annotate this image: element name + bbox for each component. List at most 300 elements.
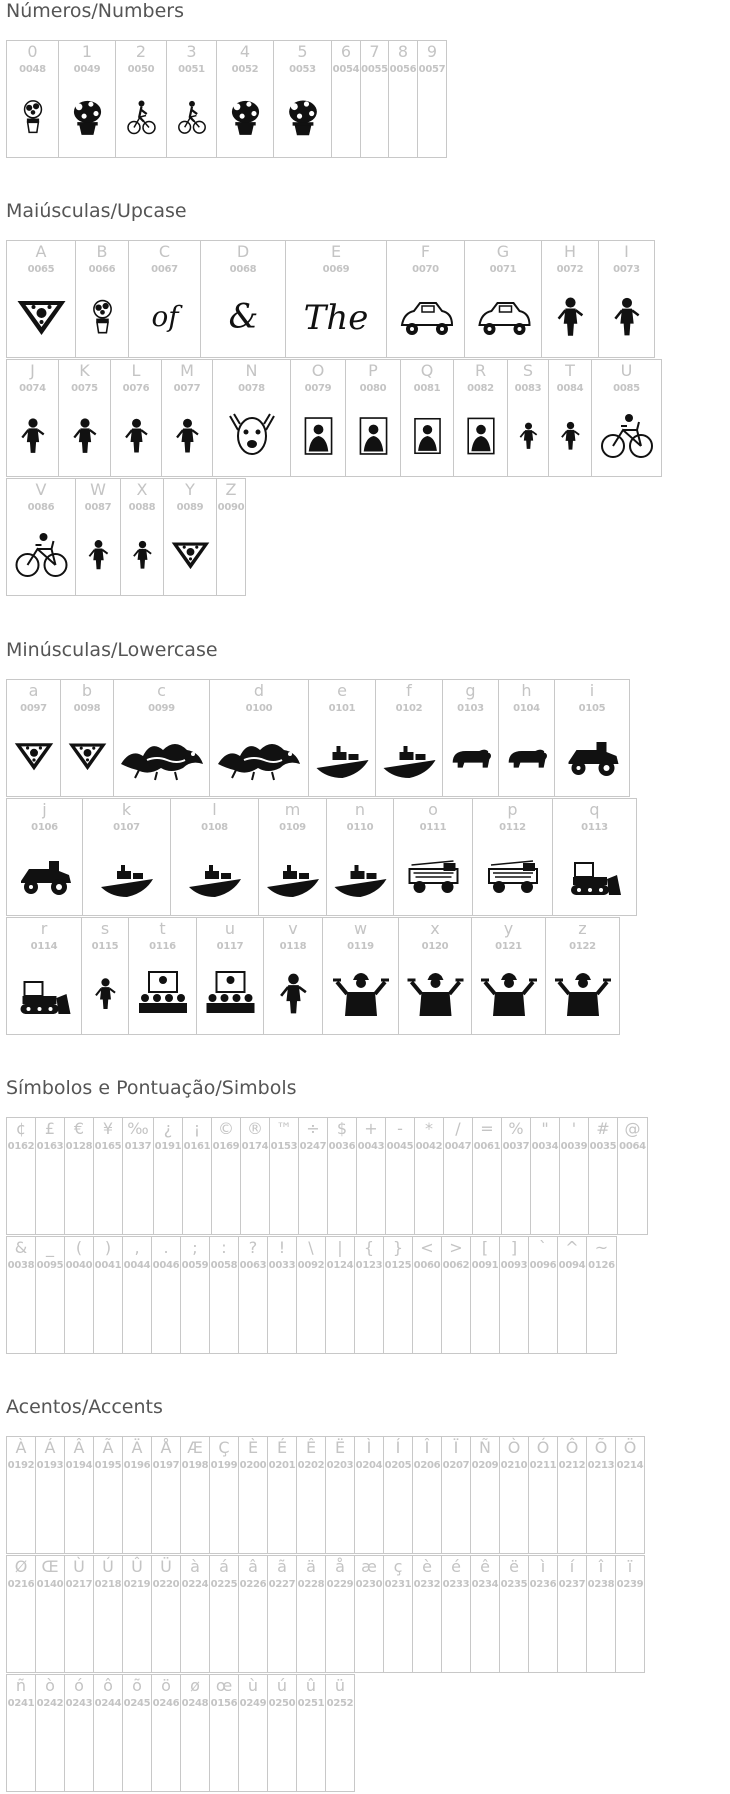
character-code: 0198 <box>181 1460 209 1471</box>
character-code: 0174 <box>241 1141 269 1152</box>
glyph-cell <box>554 679 630 797</box>
glyph-cell <box>6 359 59 477</box>
character-label: & <box>14 1238 28 1257</box>
figure-icon <box>551 408 589 464</box>
character-label: Å <box>160 1438 172 1457</box>
character-label: U <box>620 361 633 380</box>
character-label: è <box>422 1557 432 1576</box>
glyph-cell <box>412 1555 442 1673</box>
character-code: 0115 <box>91 941 119 952</box>
character-code: 0225 <box>210 1579 238 1590</box>
character-code: 0199 <box>210 1460 238 1471</box>
figure-icon <box>61 408 108 464</box>
character-code: 0203 <box>326 1460 354 1471</box>
character-code: 0209 <box>471 1460 499 1471</box>
glyph-cell <box>393 798 473 916</box>
framed-portrait-icon <box>403 408 451 464</box>
character-label: É <box>276 1438 288 1457</box>
glyph-cell <box>586 1236 617 1354</box>
character-code: 0075 <box>71 383 98 394</box>
glyph-cell <box>472 1117 502 1235</box>
character-code: 0071 <box>489 264 517 275</box>
glyph-cell <box>6 1674 36 1792</box>
character-label: q <box>589 800 600 819</box>
character-label: Ë <box>334 1438 346 1457</box>
character-label: ä <box>306 1557 316 1576</box>
character-code: 0220 <box>152 1579 180 1590</box>
ship-icon <box>378 728 440 784</box>
character-label: f <box>406 681 412 700</box>
character-code: 0110 <box>346 822 374 833</box>
character-code: 0211 <box>529 1460 557 1471</box>
character-code: 0063 <box>239 1260 267 1271</box>
glyph-cell <box>383 1436 413 1554</box>
bicycle-icon <box>594 408 659 464</box>
character-label: Œ <box>41 1557 59 1576</box>
glyph-cell <box>211 1117 241 1235</box>
flower-bush-icon <box>276 89 329 145</box>
cyclist-icon <box>169 89 214 145</box>
character-code: 0072 <box>556 264 584 275</box>
character-label: Q <box>420 361 434 380</box>
character-code: 0035 <box>589 1141 617 1152</box>
character-code: 0239 <box>616 1579 644 1590</box>
character-label: x <box>430 919 440 938</box>
glyph-cell <box>386 240 465 358</box>
glyph-cell <box>443 1117 473 1235</box>
character-label: ! <box>278 1238 286 1257</box>
glyph-cell <box>35 1555 65 1673</box>
character-code: 0117 <box>216 941 244 952</box>
worker-icon <box>325 966 396 1022</box>
character-code: 0229 <box>326 1579 354 1590</box>
character-code: 0103 <box>457 703 484 714</box>
glyph-cell <box>6 1117 36 1235</box>
glyph-cell <box>81 917 129 1035</box>
glyph-cell <box>153 1117 183 1235</box>
character-label: k <box>121 800 132 819</box>
character-code: 0232 <box>413 1579 441 1590</box>
ship-icon <box>311 728 373 784</box>
glyph-cell <box>298 1117 328 1235</box>
glyph-cell <box>441 1555 471 1673</box>
glyph-cell <box>122 1555 152 1673</box>
character-label: ú <box>276 1676 288 1695</box>
character-label: û <box>305 1676 317 1695</box>
glyph-cell <box>557 1555 587 1673</box>
dragon-icon <box>212 728 306 784</box>
glyph-cell <box>296 1236 326 1354</box>
glyph-cell <box>470 1555 500 1673</box>
character-label: Û <box>131 1557 143 1576</box>
glyph-cell <box>6 1436 36 1554</box>
character-code: 0090 <box>217 502 245 513</box>
glyph-cell <box>290 359 346 477</box>
character-label: 8 <box>397 42 409 61</box>
glyph-cell <box>64 1436 94 1554</box>
character-code: 0212 <box>558 1460 586 1471</box>
character-code: 0051 <box>178 64 205 75</box>
character-label: L <box>131 361 141 380</box>
character-code: 0036 <box>328 1141 356 1152</box>
character-code: 0244 <box>94 1698 122 1709</box>
glyph-cell <box>209 1674 239 1792</box>
character-label: i <box>589 681 595 700</box>
character-label: Ü <box>160 1557 172 1576</box>
character-code: 0216 <box>7 1579 35 1590</box>
glyph-cell <box>345 359 401 477</box>
glyph-cell <box>354 1436 384 1554</box>
glyph-cell <box>122 1674 152 1792</box>
glyph-cell <box>113 679 210 797</box>
character-label: £ <box>44 1119 56 1138</box>
glyph-cell <box>548 359 592 477</box>
character-label: # <box>596 1119 610 1138</box>
figure-icon <box>164 408 210 464</box>
character-code: 0247 <box>299 1141 327 1152</box>
glyph-cell <box>591 359 662 477</box>
glyph-cell <box>470 1436 500 1554</box>
glyph-cell <box>453 359 508 477</box>
character-label: ¥ <box>102 1119 114 1138</box>
character-code: 0233 <box>442 1579 470 1590</box>
glyph-cell <box>122 1236 152 1354</box>
glyph-cell <box>398 917 472 1035</box>
character-label: À <box>15 1438 27 1457</box>
character-label: > <box>449 1238 463 1257</box>
character-code: 0057 <box>418 64 446 75</box>
character-code: 0069 <box>322 264 350 275</box>
face-icon <box>215 408 288 464</box>
character-label: v <box>288 919 298 938</box>
character-code: 0242 <box>36 1698 64 1709</box>
glyph-cell <box>322 917 399 1035</box>
character-label: O <box>311 361 325 380</box>
character-code: 0088 <box>128 502 156 513</box>
character-label: S <box>522 361 534 380</box>
character-code: 0140 <box>36 1579 64 1590</box>
character-label: V <box>35 480 47 499</box>
character-code: 0047 <box>444 1141 472 1152</box>
character-code: 0040 <box>65 1260 93 1271</box>
character-label: j <box>42 800 47 819</box>
character-code: 0079 <box>304 383 332 394</box>
character-label: Î <box>424 1438 430 1457</box>
glyph-cell <box>115 40 167 158</box>
worker-icon <box>401 966 469 1022</box>
character-code: 0109 <box>279 822 306 833</box>
glyph-cell <box>110 359 162 477</box>
glyph-cell <box>209 1436 239 1554</box>
character-code: 0111 <box>419 822 447 833</box>
glyph-cell <box>375 679 443 797</box>
glyph-cell <box>617 1117 648 1235</box>
plant-pot-icon <box>9 89 56 145</box>
character-label: @ <box>624 1119 641 1138</box>
glyph-cell <box>598 240 655 358</box>
character-code: 0192 <box>7 1460 35 1471</box>
character-label: % <box>508 1119 524 1138</box>
character-code: 0048 <box>19 64 46 75</box>
character-label: | <box>337 1238 343 1257</box>
character-code: 0241 <box>7 1698 35 1709</box>
glyph-cell <box>442 679 499 797</box>
bulldozer-icon <box>9 966 79 1022</box>
glyph-cell <box>325 1436 355 1554</box>
figure-icon <box>84 966 126 1022</box>
character-code: 0228 <box>297 1579 325 1590</box>
glyph-cell <box>6 40 59 158</box>
figure-icon <box>601 289 652 345</box>
character-code: 0085 <box>613 383 640 394</box>
character-code: 0081 <box>413 383 441 394</box>
character-code: 0107 <box>113 822 140 833</box>
glyph-cell <box>296 1436 326 1554</box>
character-label: [ <box>481 1238 489 1257</box>
character-label: Á <box>44 1438 56 1457</box>
character-code: 0093 <box>500 1260 528 1271</box>
character-code: 0078 <box>238 383 265 394</box>
character-label: Ç <box>218 1438 230 1457</box>
character-label: Ä <box>131 1438 143 1457</box>
character-code: 0068 <box>229 264 257 275</box>
glyph-cell <box>238 1674 268 1792</box>
glyph-cell <box>6 1236 36 1354</box>
glyph-cell <box>170 798 259 916</box>
character-label: b <box>81 681 93 700</box>
character-label: e <box>337 681 347 700</box>
svg-text:of: of <box>150 299 179 333</box>
glyph-cell <box>120 478 164 596</box>
character-label: h <box>521 681 532 700</box>
character-label: í <box>569 1557 575 1576</box>
glyph-cell <box>331 40 361 158</box>
character-code: 0227 <box>268 1579 296 1590</box>
character-label: * <box>425 1119 433 1138</box>
character-code: 0191 <box>154 1141 182 1152</box>
glyph-cell <box>325 1236 355 1354</box>
character-label: I <box>624 242 629 261</box>
character-label: Ó <box>536 1438 550 1457</box>
flower-bush-icon <box>219 89 271 145</box>
character-code: 0201 <box>268 1460 296 1471</box>
character-label: õ <box>132 1676 142 1695</box>
character-label: : <box>221 1238 227 1257</box>
character-label: y <box>503 919 514 938</box>
character-label: Ö <box>623 1438 637 1457</box>
character-label: Ì <box>366 1438 372 1457</box>
character-code: 0098 <box>73 703 101 714</box>
character-code: 0210 <box>500 1460 528 1471</box>
character-label: u <box>224 919 236 938</box>
character-code: 0243 <box>65 1698 93 1709</box>
character-code: 0252 <box>326 1698 354 1709</box>
glyph-cell <box>209 1236 239 1354</box>
glyph-cell <box>64 1555 94 1673</box>
character-label: ` <box>539 1238 547 1257</box>
glyph-cell <box>6 478 76 596</box>
glyph-cell <box>196 917 264 1035</box>
character-code: 0245 <box>123 1698 151 1709</box>
dragon-icon <box>116 728 207 784</box>
character-label: l <box>212 800 217 819</box>
character-label: 7 <box>369 42 380 61</box>
tractor-icon <box>9 847 80 903</box>
character-code: 0194 <box>65 1460 93 1471</box>
glyph-cell <box>296 1555 326 1673</box>
character-code: 0114 <box>30 941 58 952</box>
character-label: 3 <box>186 42 197 61</box>
glyph-cell <box>383 1555 413 1673</box>
character-code: 0121 <box>495 941 522 952</box>
character-label: K <box>79 361 90 380</box>
glyph-cell <box>414 1117 444 1235</box>
character-label: R <box>474 361 487 380</box>
glyph-cell <box>269 1117 299 1235</box>
glyph-cell <box>528 1436 558 1554</box>
character-label: n <box>354 800 366 819</box>
glyph-cell <box>6 798 83 916</box>
bicycle-icon <box>9 527 73 583</box>
glyph-cell <box>209 1555 239 1673</box>
character-label: ® <box>247 1119 263 1138</box>
glyph-cell <box>209 679 309 797</box>
character-code: 0200 <box>239 1460 267 1471</box>
character-code: 0196 <box>123 1460 151 1471</box>
character-code: 0066 <box>88 264 116 275</box>
character-code: 0137 <box>124 1141 152 1152</box>
ornament-icon <box>63 728 111 784</box>
character-code: 0052 <box>231 64 259 75</box>
character-code: 0095 <box>36 1260 64 1271</box>
glyph-cell <box>273 40 332 158</box>
glyph-cell <box>326 798 394 916</box>
character-code: 0099 <box>148 703 175 714</box>
character-label: Ã <box>102 1438 114 1457</box>
glyph-cell <box>216 478 246 596</box>
character-code: 0205 <box>384 1460 412 1471</box>
figure-icon <box>123 527 161 583</box>
glyph-cell <box>499 1555 529 1673</box>
glyph-cell <box>507 359 549 477</box>
glyph-cell <box>267 1436 297 1554</box>
character-label: $ <box>336 1119 348 1138</box>
fire-truck-icon <box>475 847 550 903</box>
character-code: 0124 <box>326 1260 354 1271</box>
figure-icon <box>544 289 596 345</box>
character-label: M <box>180 361 194 380</box>
character-label: é <box>451 1557 461 1576</box>
glyph-cell <box>412 1236 442 1354</box>
cyclist-icon <box>118 89 164 145</box>
glyph-cell <box>383 1236 413 1354</box>
character-code: 0226 <box>239 1579 267 1590</box>
glyph-cell <box>35 1436 65 1554</box>
character-code: 0118 <box>279 941 307 952</box>
svg-text:The: The <box>303 298 369 338</box>
character-code: 0064 <box>619 1141 646 1152</box>
character-code: 0042 <box>415 1141 443 1152</box>
character-code: 0097 <box>20 703 47 714</box>
character-code: 0074 <box>19 383 46 394</box>
character-code: 0053 <box>289 64 316 75</box>
character-label: p <box>507 800 518 819</box>
glyph-cell <box>327 1117 357 1235</box>
glyph-cell <box>122 1117 154 1235</box>
character-label: Z <box>225 480 237 499</box>
glyph-cell <box>354 1555 384 1673</box>
glyph-cell <box>586 1436 616 1554</box>
character-label: { <box>363 1238 375 1257</box>
character-label: ( <box>75 1238 83 1257</box>
character-label: ì <box>540 1557 546 1576</box>
character-label: w <box>353 919 368 938</box>
glyph-cell <box>161 359 213 477</box>
ship-icon <box>261 847 324 903</box>
character-label: ô <box>103 1676 113 1695</box>
character-label: ê <box>480 1557 490 1576</box>
glyph-cell <box>412 1436 442 1554</box>
glyph-cell <box>615 1436 645 1554</box>
character-label: P <box>368 361 378 380</box>
character-code: 0039 <box>560 1141 588 1152</box>
character-label: A <box>35 242 47 261</box>
glyph-cell <box>212 359 291 477</box>
character-code: 0083 <box>514 383 542 394</box>
character-code: 0234 <box>471 1579 499 1590</box>
character-label: X <box>136 480 148 499</box>
character-label: , <box>134 1238 140 1257</box>
character-label: È <box>247 1438 259 1457</box>
character-label: Â <box>73 1438 85 1457</box>
character-label: Í <box>395 1438 401 1457</box>
glyph-cell <box>60 679 114 797</box>
character-code: 0080 <box>359 383 387 394</box>
character-label: ñ <box>15 1676 27 1695</box>
glyph-cell <box>325 1555 355 1673</box>
glyph-cell <box>285 240 387 358</box>
character-label: Y <box>185 480 195 499</box>
glyph-cell <box>615 1555 645 1673</box>
character-label: 6 <box>340 42 352 61</box>
glyph-cell <box>182 1117 212 1235</box>
character-code: 0213 <box>587 1460 615 1471</box>
character-code: 0044 <box>123 1260 151 1271</box>
bear-icon <box>501 728 552 784</box>
character-label: m <box>284 800 301 819</box>
character-label: ë <box>509 1557 519 1576</box>
glyph-cell <box>151 1674 181 1792</box>
glyph-cell <box>354 1236 384 1354</box>
character-code: 0104 <box>513 703 540 714</box>
character-label: " <box>541 1119 549 1138</box>
glyph-cell <box>180 1436 210 1554</box>
glyph-cell <box>498 679 555 797</box>
character-label: ¿ <box>163 1119 173 1138</box>
glyph-cell <box>58 359 111 477</box>
glyph-cell <box>93 1674 123 1792</box>
character-label: ; <box>192 1238 198 1257</box>
character-label: ã <box>277 1557 287 1576</box>
section-title: Símbolos e Pontuação/Simbols <box>6 1077 297 1099</box>
character-label: Ê <box>305 1438 317 1457</box>
vintage-car-icon <box>467 289 539 345</box>
character-label: } <box>392 1238 404 1257</box>
section-title: Maiúsculas/Upcase <box>6 200 187 222</box>
character-code: 0128 <box>65 1141 93 1152</box>
character-label: . <box>163 1238 169 1257</box>
glyph-cell <box>441 1436 471 1554</box>
